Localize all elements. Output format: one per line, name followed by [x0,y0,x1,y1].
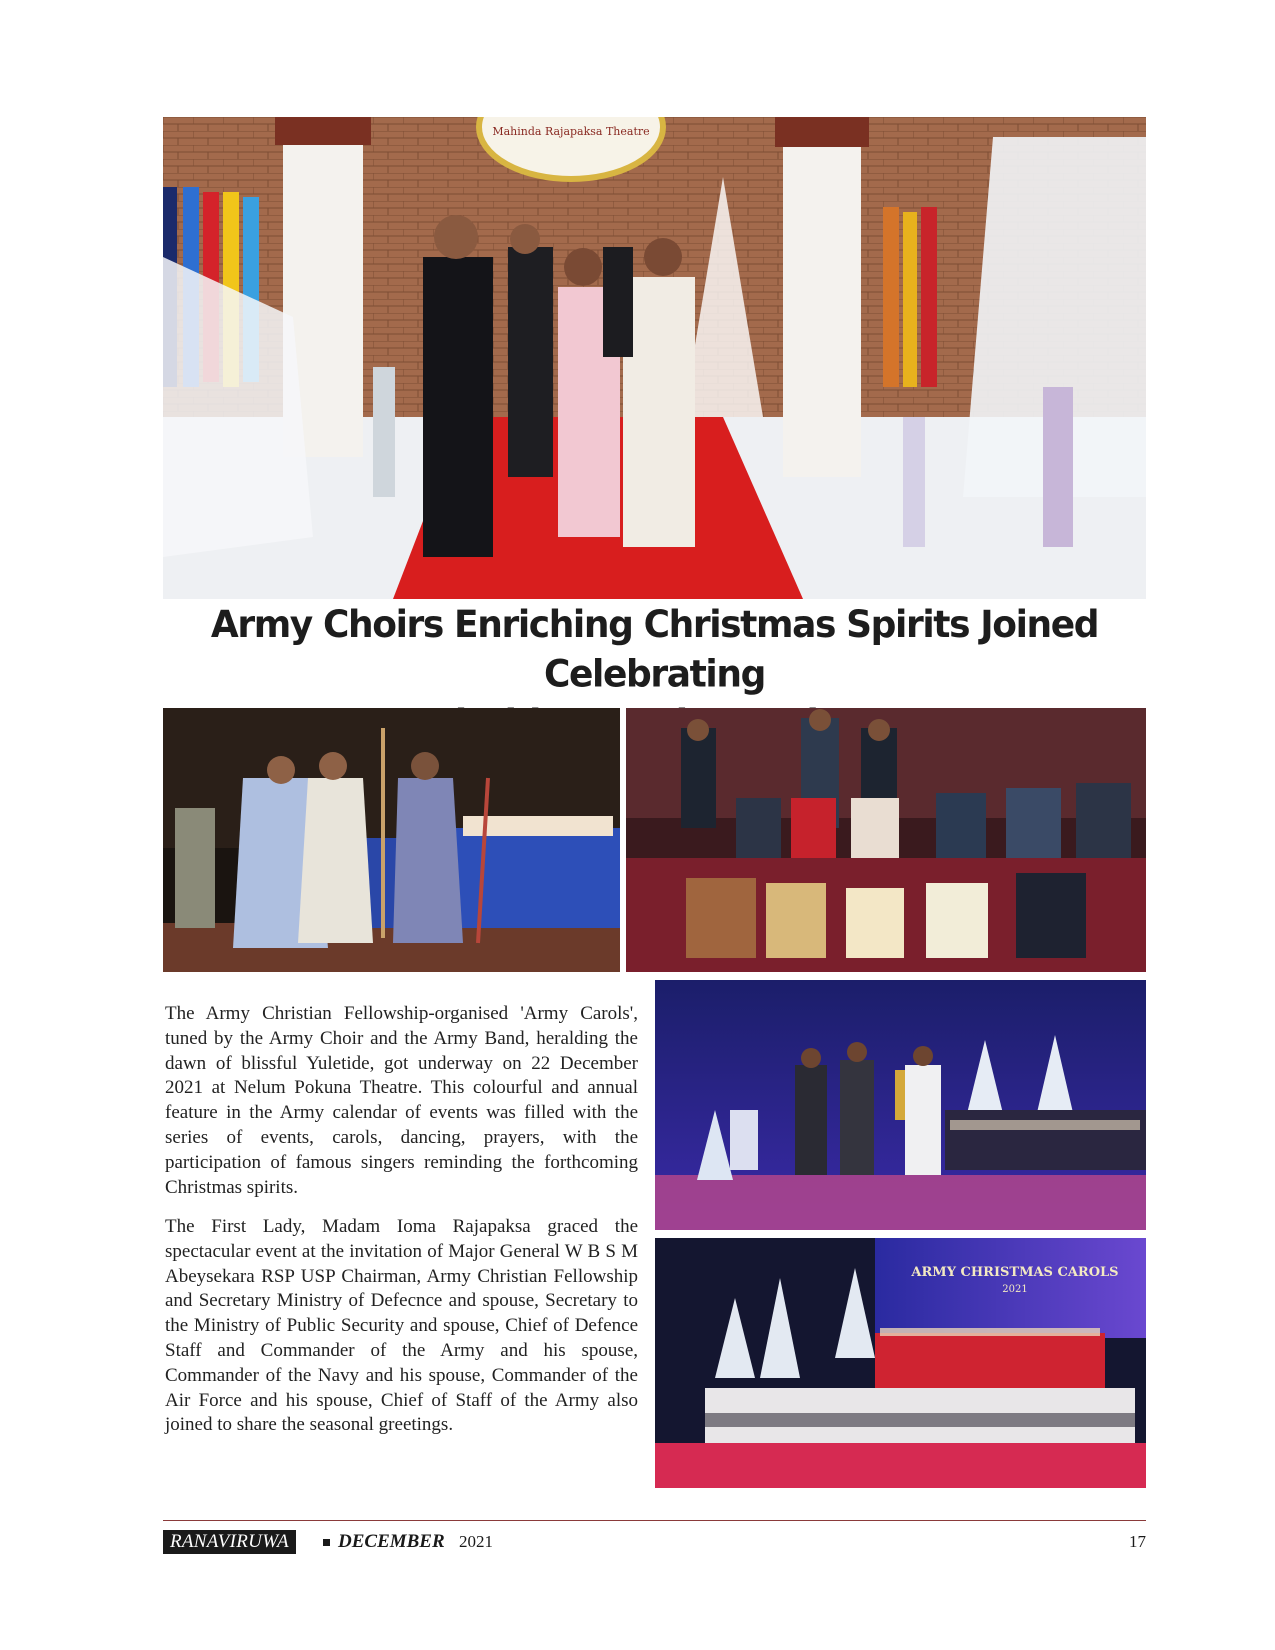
choir-banner-year: 2021 [1002,1284,1028,1295]
article-paragraph-2: The First Lady, Madam Ioma Rajapaksa graced the spectacular event at the invitation of Major General W B S M Abeysekara RSP USP Chairman, Army Christian Fellowship and Secretary Ministry of Defecnce and spouse, Secretary to the Ministry of Public Security and spouse, Chief of Defence Staff and Commander of the Army and his spouse, Commander of the Navy and his spouse, Commander of the Air Force and his spouse, Chief of Staff of the Army also joined to share the seasonal greetings. [165,1216,638,1436]
page-number: 17 [1129,1532,1146,1551]
page-footer [163,1530,1146,1556]
issue-year: 2021 [459,1532,493,1551]
hero-photo [163,117,1146,599]
singers-stage-photo [655,980,1146,1230]
choir-banner-title: ARMY CHRISTMAS CAROLS [911,1265,1119,1280]
nativity-play-photo [163,708,620,972]
footer-bullet [323,1539,330,1546]
magazine-name: RANAVIRUWA [163,1530,296,1554]
footer-divider [163,1520,1146,1521]
headline-line-1: Army Choirs Enriching Christmas Spirits Joined Celebrating [210,603,1099,697]
issue-month: DECEMBER [338,1531,445,1552]
article-paragraph-1: The Army Christian Fellowship-organised 'Army Carols', tuned by the Army Choir and the Army Band, heralding the dawn of blissful Yuletide, got underway on 22 December 2021 at Nelum Pokuna Theatre. This colourful and annual feature in the Army calendar of events was filled with the series of events, carols, dancing, prayers, with the participation of famous singers reminding the forthcoming Christmas spirits. [165,1003,638,1198]
audience-dignitaries-photo [626,708,1146,972]
army-choir-photo [655,1238,1146,1488]
theatre-sign: Mahinda Rajapaksa Theatre [492,125,650,138]
